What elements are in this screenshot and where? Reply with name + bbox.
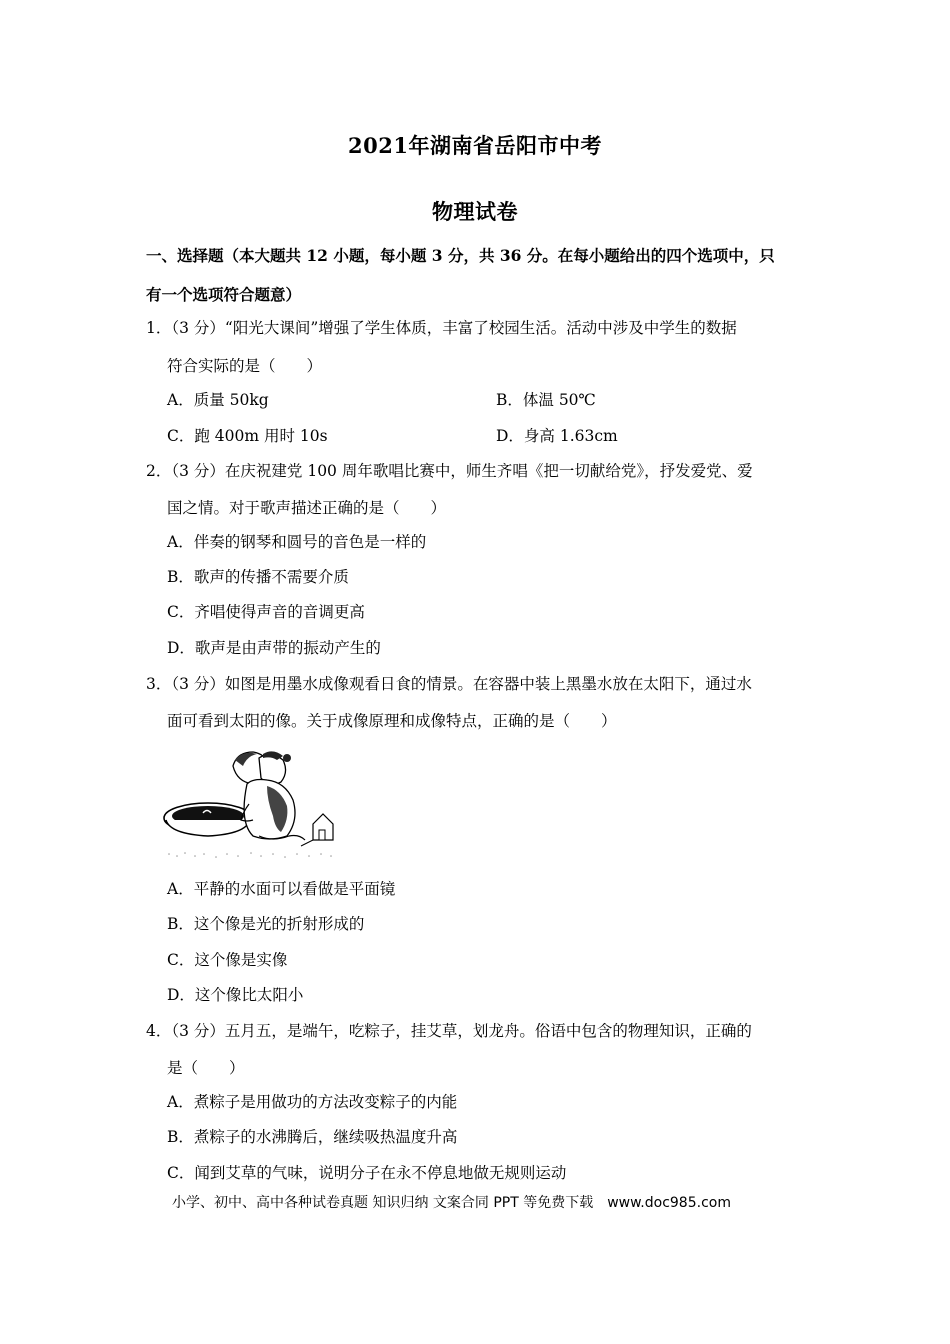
q2-stem-line2: 国之情。对于歌声描述正确的是（ ）: [167, 499, 447, 517]
section-heading-line1: 一、选择题（本大题共 12 小题，每小题 3 分，共 36 分。在每小题给出的四个选项中，只: [146, 246, 775, 265]
section-heading-line2: 有一个选项符合题意）: [146, 285, 302, 304]
q2-option-a: A．伴奏的钢琴和圆号的音色是一样的: [167, 533, 427, 551]
q1-option-b: B．体温 50℃: [496, 391, 596, 409]
q2-option-c: C．齐唱使得声音的音调更高: [167, 603, 365, 621]
q2-stem-line1: 2．（3 分）在庆祝建党 100 周年歌唱比赛中，师生齐唱《把一切献给党》，抒发爱党、爱: [146, 462, 753, 480]
q3-option-c: C．这个像是实像: [167, 951, 288, 969]
ink-eclipse-illustration: [163, 746, 339, 860]
q3-stem-line2: 面可看到太阳的像。关于成像原理和成像特点，正确的是（ ）: [167, 712, 617, 730]
q4-stem-line2: 是（ ）: [167, 1059, 245, 1077]
q2-option-b: B．歌声的传播不需要介质: [167, 568, 349, 586]
q3-stem-line1: 3．（3 分）如图是用墨水成像观看日食的情景。在容器中装上黑墨水放在太阳下，通过水: [146, 675, 752, 693]
q1-option-d: D．身高 1.63cm: [496, 427, 618, 445]
q4-option-c: C．闻到艾草的气味，说明分子在永不停息地做无规则运动: [167, 1164, 567, 1182]
q4-stem-line1: 4．（3 分）五月五，是端午，吃粽子，挂艾草，划龙舟。俗语中包含的物理知识，正确的: [146, 1022, 752, 1040]
q1-option-c: C．跑 400m 用时 10s: [167, 427, 328, 445]
q4-option-a: A．煮粽子是用做功的方法改变粽子的内能: [167, 1093, 458, 1111]
q1-stem-line1: 1．（3 分）“阳光大课间”增强了学生体质，丰富了校园生活。活动中涉及中学生的数据: [146, 319, 737, 337]
exam-subtitle: 物理试卷: [432, 199, 518, 224]
q3-option-a: A．平静的水面可以看做是平面镜: [167, 880, 396, 898]
q1-stem-line2: 符合实际的是（ ）: [167, 357, 323, 375]
q3-option-d: D．这个像比太阳小: [167, 986, 304, 1004]
q2-option-d: D．歌声是由声带的振动产生的: [167, 639, 381, 657]
q3-option-b: B．这个像是光的折射形成的: [167, 915, 365, 933]
q1-option-a: A．质量 50kg: [167, 391, 269, 409]
q4-option-b: B．煮粽子的水沸腾后，继续吸热温度升高: [167, 1128, 458, 1146]
page-footer: 小学、初中、高中各种试卷真题 知识归纳 文案合同 PPT 等免费下载 www.doc985.com: [172, 1195, 731, 1211]
exam-title: 2021年湖南省岳阳市中考: [348, 133, 602, 158]
